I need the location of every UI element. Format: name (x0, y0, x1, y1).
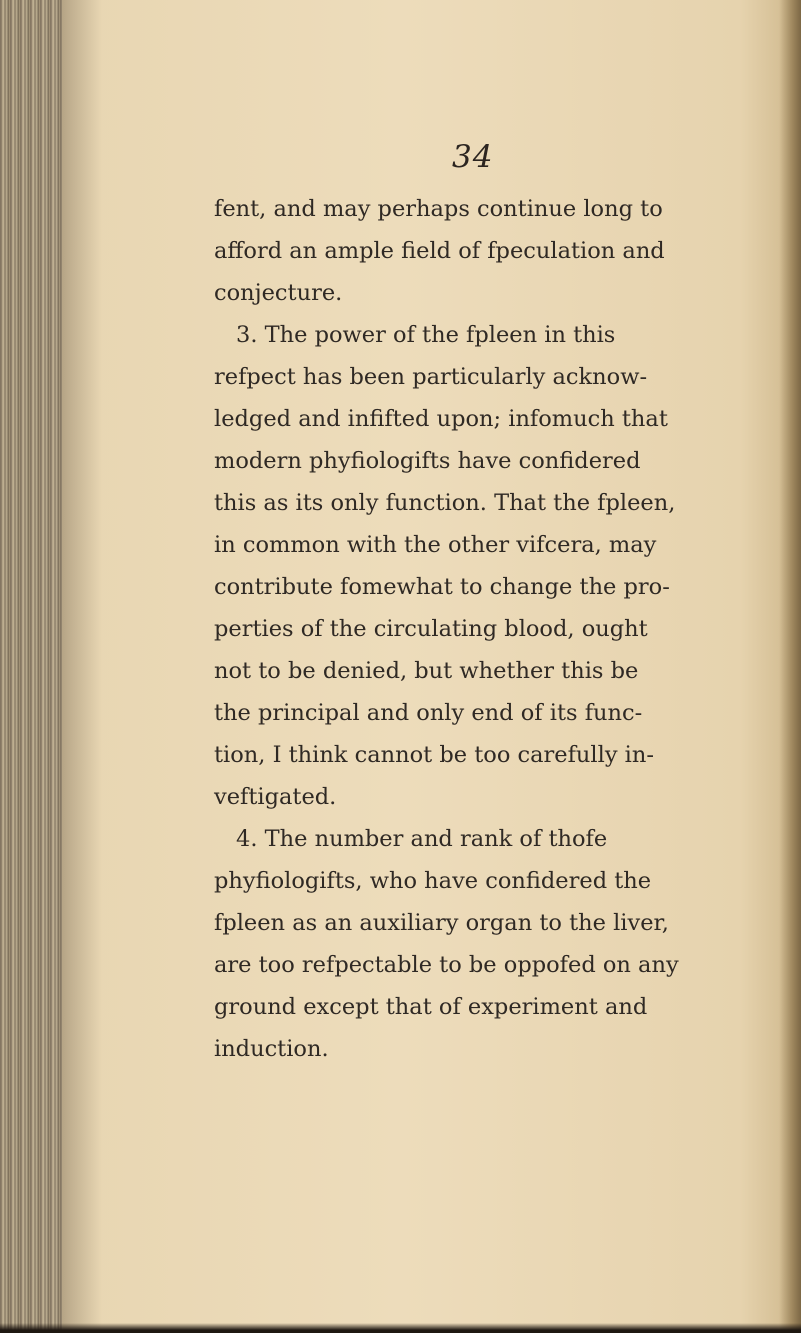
page-edge-right (779, 0, 801, 1333)
text-line: 4. The number and rank of thofe (236, 826, 608, 852)
text-line: refpect has been particularly acknow- (214, 364, 648, 390)
text-line: this as its only function. That the fpleen, (214, 490, 676, 516)
text-line: 3. The power of the fpleen in this (236, 322, 616, 348)
text-line: the principal and only end of its func- (214, 700, 643, 726)
text-line: in common with the other vifcera, may (214, 532, 657, 558)
book-binding (0, 0, 62, 1333)
text-line: ledged and infifted upon; infomuch that (214, 406, 668, 432)
text-line: fpleen as an auxiliary organ to the liver, (214, 910, 669, 936)
text-line: modern phyfiologifts have confidered (214, 448, 641, 474)
text-line: are too refpectable to be oppofed on any (214, 952, 679, 978)
body-text (214, 188, 754, 1070)
text-line: afford an ample field of fpeculation and (214, 238, 665, 264)
text-line: conjecture. (214, 280, 343, 306)
text-line: veftigated. (214, 784, 337, 810)
page-number: 34 (452, 139, 494, 175)
text-line: perties of the circulating blood, ought (214, 616, 648, 642)
gutter-shadow (62, 0, 102, 1333)
text-line: ground except that of experiment and (214, 994, 648, 1020)
text-line: not to be denied, but whether this be (214, 658, 639, 684)
text-line: fent, and may perhaps continue long to (214, 196, 663, 222)
text-line: contribute fomewhat to change the pro- (214, 574, 670, 600)
text-line: phyfiologifts, who have confidered the (214, 868, 652, 894)
page-edge-bottom (0, 1323, 801, 1333)
text-line: tion, I think cannot be too carefully in- (214, 742, 654, 768)
text-line: induction. (214, 1036, 329, 1062)
